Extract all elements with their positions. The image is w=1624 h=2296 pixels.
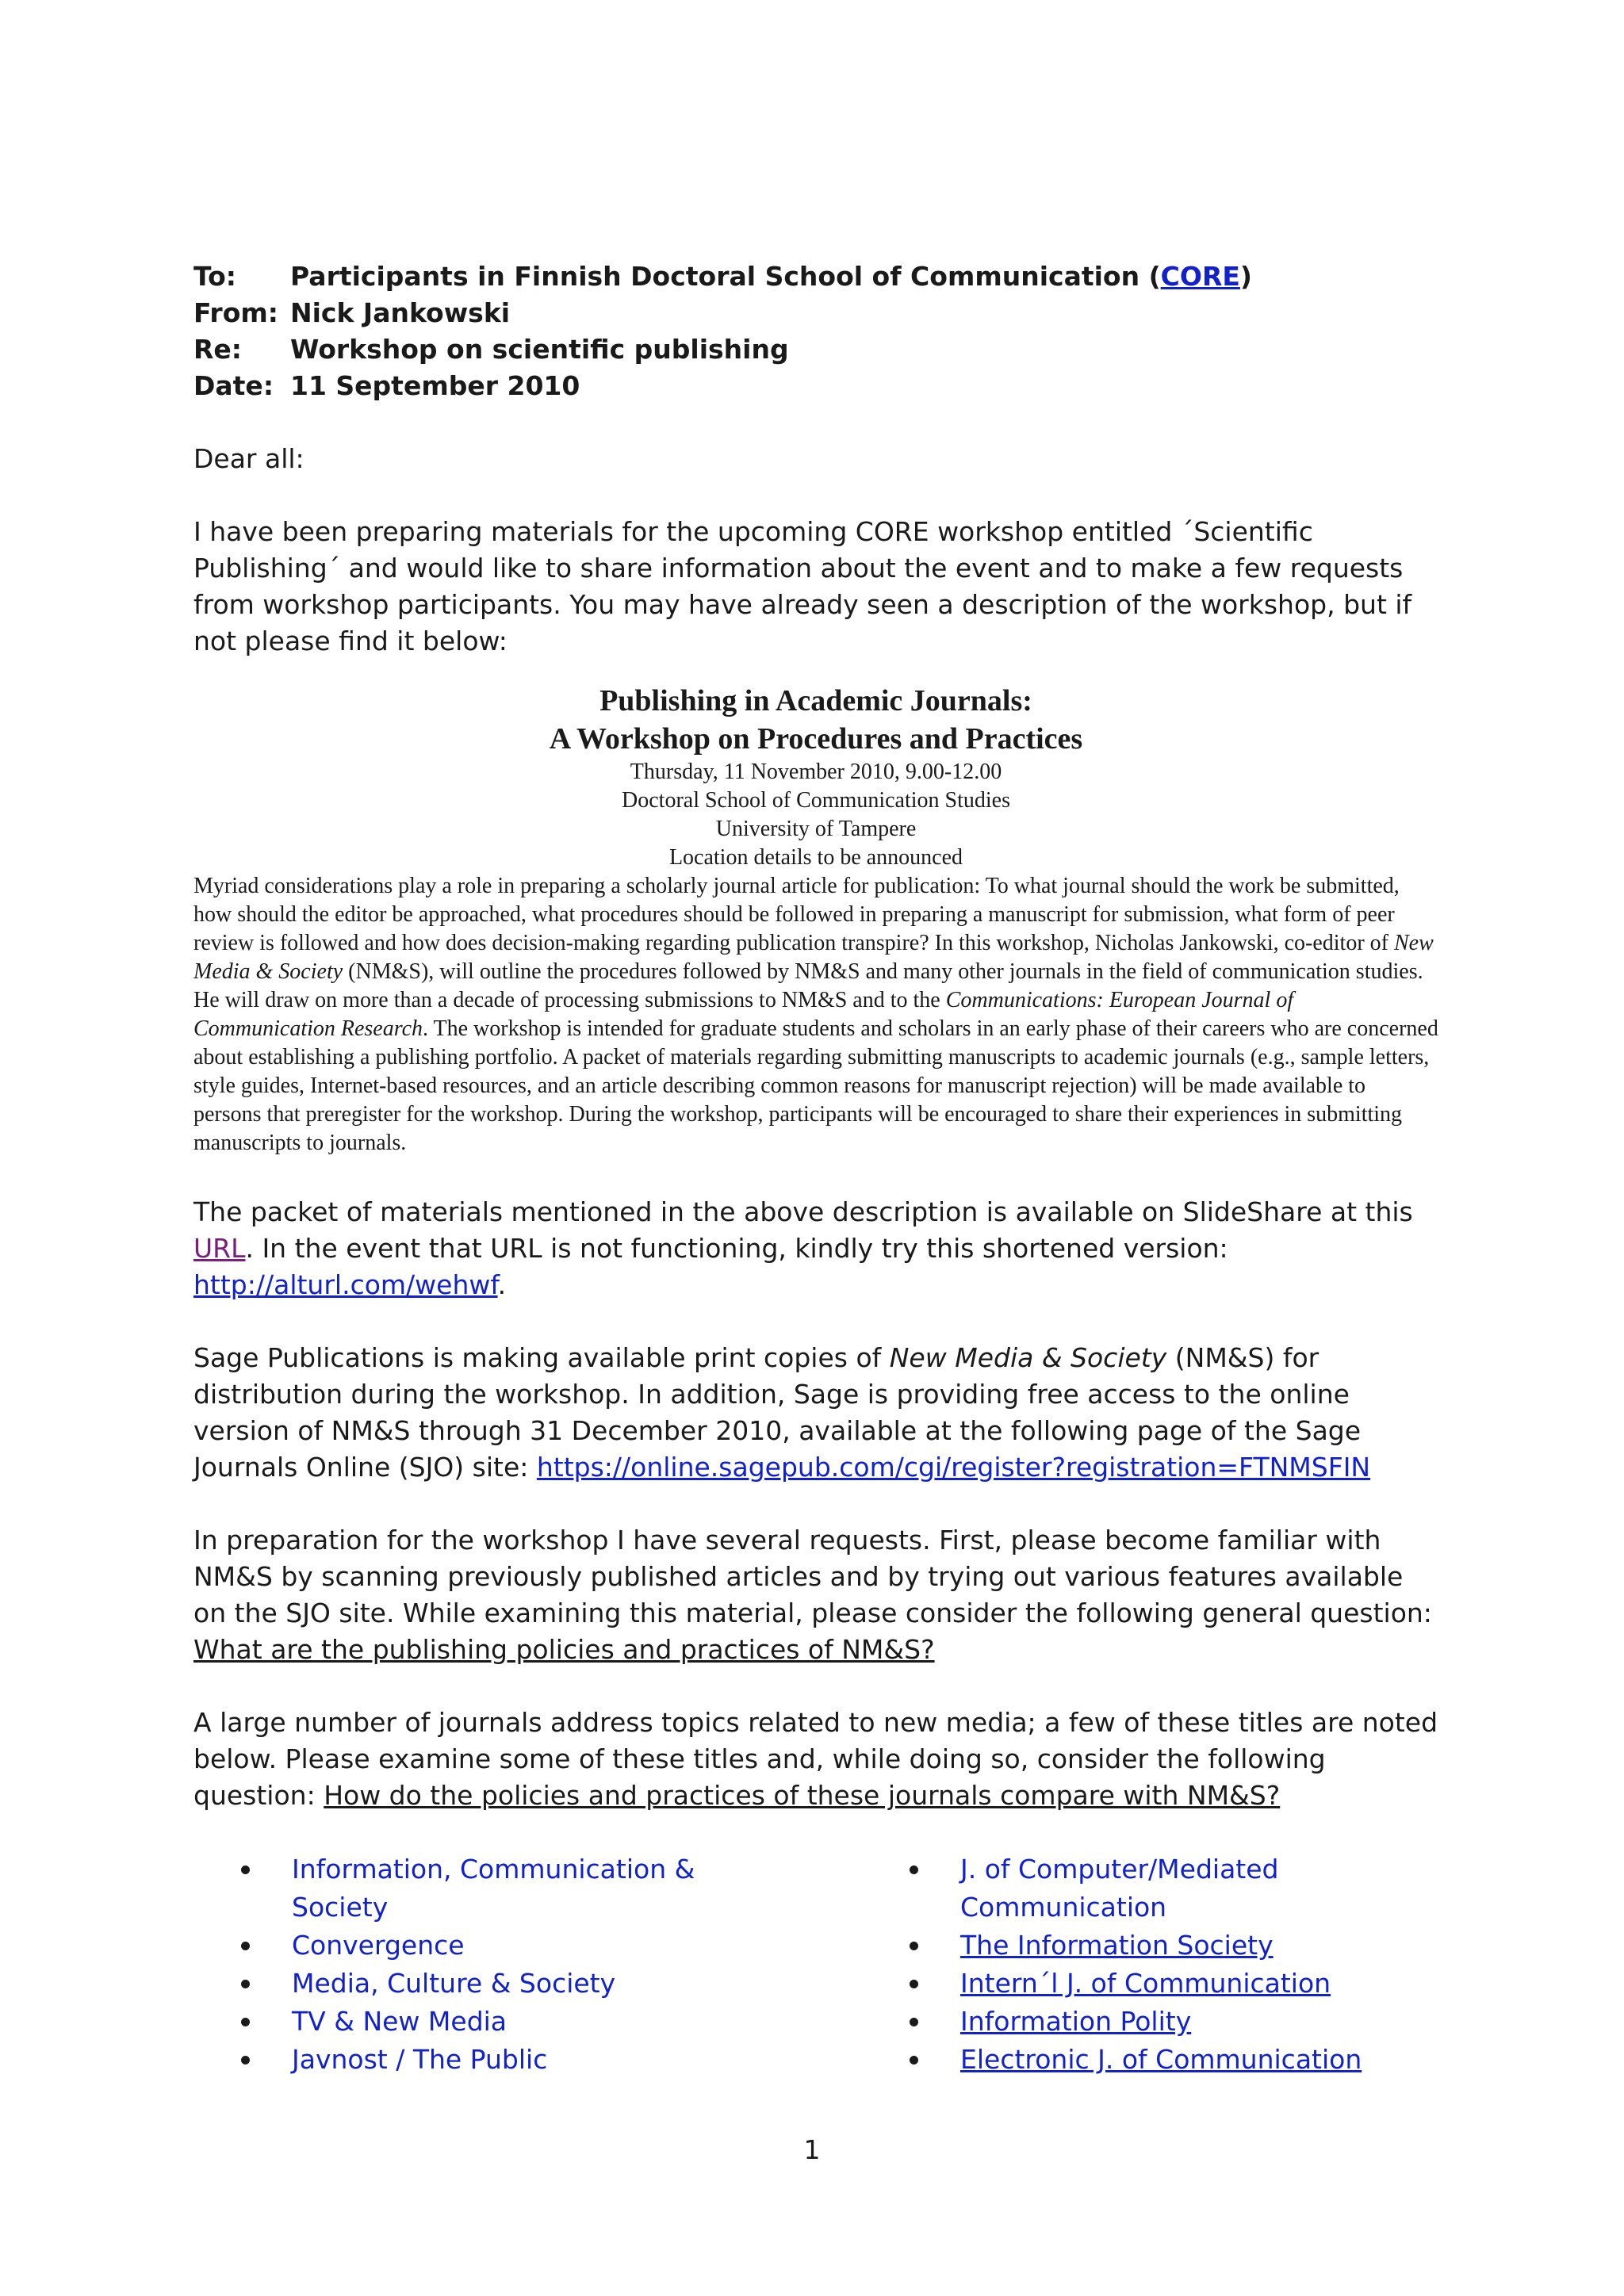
spacer: [193, 1303, 1438, 1340]
packet-paragraph: [193, 1194, 1438, 1303]
journals-intro-paragraph: [193, 1705, 1438, 1814]
memo-to-label: To:: [193, 261, 236, 292]
spacer: [193, 1668, 1438, 1705]
workshop-desc-journal2: Communications: European Journal of Communication Research: [193, 988, 1294, 1041]
journal-link-text: Media, Culture & Society: [292, 1968, 616, 1999]
memo-from-value: Nick Jankowski: [290, 297, 511, 328]
memo-re-row: [193, 331, 1438, 368]
workshop-university: University of Tampere: [715, 817, 917, 841]
memo-page: [193, 258, 1438, 2079]
workshop-announcement: [193, 682, 1438, 1158]
spacer: [193, 477, 1438, 514]
workshop-desc-part1: Myriad considerations play a role in preparing a scholarly journal article for publication: To what journal should the work be submitted, how should the editor be approached, what procedures should be followed in preparing a manuscript for submission, what form of peer review is followed and how does decision-making regarding publication transpire? In this workshop, Nicholas Jankowski, co-editor of: [193, 874, 1400, 955]
journal-link[interactable]: [960, 1930, 1274, 1961]
core-link[interactable]: CORE: [1160, 261, 1240, 292]
journal-link[interactable]: [292, 2044, 547, 2075]
workshop-description: [193, 872, 1438, 1158]
workshop-date: Thursday, 11 November 2010, 9.00-12.00: [630, 760, 1002, 784]
packet-text3: .: [497, 1269, 507, 1300]
memo-date-row: [193, 368, 1438, 404]
prep-question: What are the publishing policies and practices of NM&S?: [193, 1634, 935, 1665]
sage-text2: (NM&S) for distribution during the workshop. In addition, Sage is providing free access to the online version of NM&S through 31 December 2010, available at the following page of the Sage Journals Online (SJO) site:: [193, 1342, 1362, 1483]
sage-paragraph: [193, 1340, 1438, 1486]
page-number: 1: [803, 2134, 821, 2165]
list-item: [862, 2041, 1417, 2079]
list-item: [193, 1927, 862, 1965]
list-item: [193, 2003, 862, 2041]
journal-lists: [193, 1850, 1438, 2079]
memo-re-label: Re:: [193, 334, 242, 365]
memo-from-label: From:: [193, 297, 278, 328]
sage-journal-name: New Media & Society: [889, 1342, 1167, 1373]
spacer: [193, 404, 1438, 441]
journal-link[interactable]: [292, 1854, 704, 1923]
journal-link[interactable]: [960, 1968, 1331, 1999]
journal-link[interactable]: [960, 2044, 1362, 2075]
list-item: [862, 1965, 1417, 2003]
workshop-desc-part3: . The workshop is intended for graduate students and scholars in an early phase of their careers who are concerned about establishing a publishing portfolio. A packet of materials regarding submitting manuscripts to academic journals (e.g., sample letters, style guides, Internet-based resources, and an article describing common reasons for manuscript rejection) will be made available to persons that preregister for the workshop. During the workshop, participants will be encouraged to share their experiences in submitting manuscripts to journals.: [193, 1016, 1438, 1155]
memo-re-value: Workshop on scientific publishing: [290, 334, 789, 365]
journal-link-text: Electronic J. of Communication: [960, 2044, 1362, 2075]
list-item: [862, 2003, 1417, 2041]
list-item: [862, 1850, 1417, 1927]
journal-link[interactable]: [960, 1854, 1309, 1923]
memo-to-text: Participants in Finnish Doctoral School of Communication (: [290, 261, 1161, 292]
workshop-title-line2: A Workshop on Procedures and Practices: [549, 722, 1083, 756]
journal-link[interactable]: [292, 2006, 507, 2037]
memo-to-close: ): [1239, 261, 1252, 292]
journal-link-text: Convergence: [292, 1930, 465, 1961]
sage-register-link[interactable]: https://online.sagepub.com/cgi/register?registration=FTNMSFIN: [536, 1452, 1371, 1483]
workshop-school: Doctoral School of Communication Studies: [622, 788, 1010, 813]
workshop-location: Location details to be announced: [668, 845, 963, 870]
journal-link-text: Information Polity: [960, 2006, 1192, 2037]
workshop-desc-journal1: New Media & Society: [193, 931, 1434, 984]
list-item: [193, 1965, 862, 2003]
journal-link-text: The Information Society: [960, 1930, 1274, 1961]
list-item: [193, 2041, 862, 2079]
journal-list-right: [862, 1850, 1417, 2079]
memo-date-label: Date:: [193, 370, 274, 401]
journal-list-left: [193, 1850, 862, 2079]
prep-paragraph: [193, 1522, 1438, 1668]
memo-to-value: [290, 258, 1252, 295]
memo-date-value: 11 September 2010: [290, 370, 580, 401]
journal-link-text: Intern´l J. of Communication: [960, 1968, 1331, 1999]
spacer: [193, 1158, 1438, 1194]
memo-from-row: [193, 295, 1438, 331]
list-item: [862, 1927, 1417, 1965]
list-item: [193, 1850, 862, 1927]
prep-text: In preparation for the workshop I have several requests. First, please become familiar with NM&S by scanning previously published articles and by trying out various features available on the SJO site. While examining this material, please consider the following general question:: [193, 1525, 1432, 1628]
memo-to-row: [193, 258, 1438, 295]
greeting: Dear all:: [193, 443, 304, 474]
journal-link-text: TV & New Media: [292, 2006, 508, 2037]
spacer: [193, 1486, 1438, 1522]
memo-header: [193, 258, 1438, 404]
journal-link-text: Javnost / The Public: [292, 2044, 548, 2075]
packet-text1: The packet of materials mentioned in the above description is available on SlideShare at this: [193, 1196, 1413, 1227]
shortened-url-link[interactable]: http://alturl.com/wehwf: [193, 1269, 498, 1300]
journals-intro-question: How do the policies and practices of these journals compare with NM&S?: [324, 1780, 1281, 1811]
journal-link[interactable]: [292, 1930, 465, 1961]
packet-text2: . In the event that URL is not functioning, kindly try this shortened version:: [245, 1233, 1228, 1264]
journals-intro-text: A large number of journals address topics related to new media; a few of these titles are noted below. Please examine some of these titles and, while doing so, consider the following question:: [193, 1707, 1438, 1811]
journal-link[interactable]: [292, 1968, 615, 1999]
workshop-title-line1: Publishing in Academic Journals:: [599, 684, 1032, 718]
journal-link[interactable]: [960, 2006, 1191, 2037]
intro-paragraph: I have been preparing materials for the upcoming CORE workshop entitled ´Scientific Publishing´ and would like to share information about the event and to make a few requests from workshop participants. You may have already seen a description of the workshop, but if not please find it below:: [193, 516, 1412, 656]
workshop-desc-part2: (NM&S), will outline the procedures followed by NM&S and many other journals in the field of communication studies. He will draw on more than a decade of processing submissions to NM&S and to the: [193, 959, 1423, 1012]
sage-text1: Sage Publications is making available print copies of: [193, 1342, 890, 1373]
journal-link-text: J. of Computer/Mediated Communication: [960, 1854, 1279, 1923]
journal-link-text: Information, Communication & Society: [292, 1854, 695, 1923]
slideshare-url-link[interactable]: URL: [193, 1233, 246, 1264]
